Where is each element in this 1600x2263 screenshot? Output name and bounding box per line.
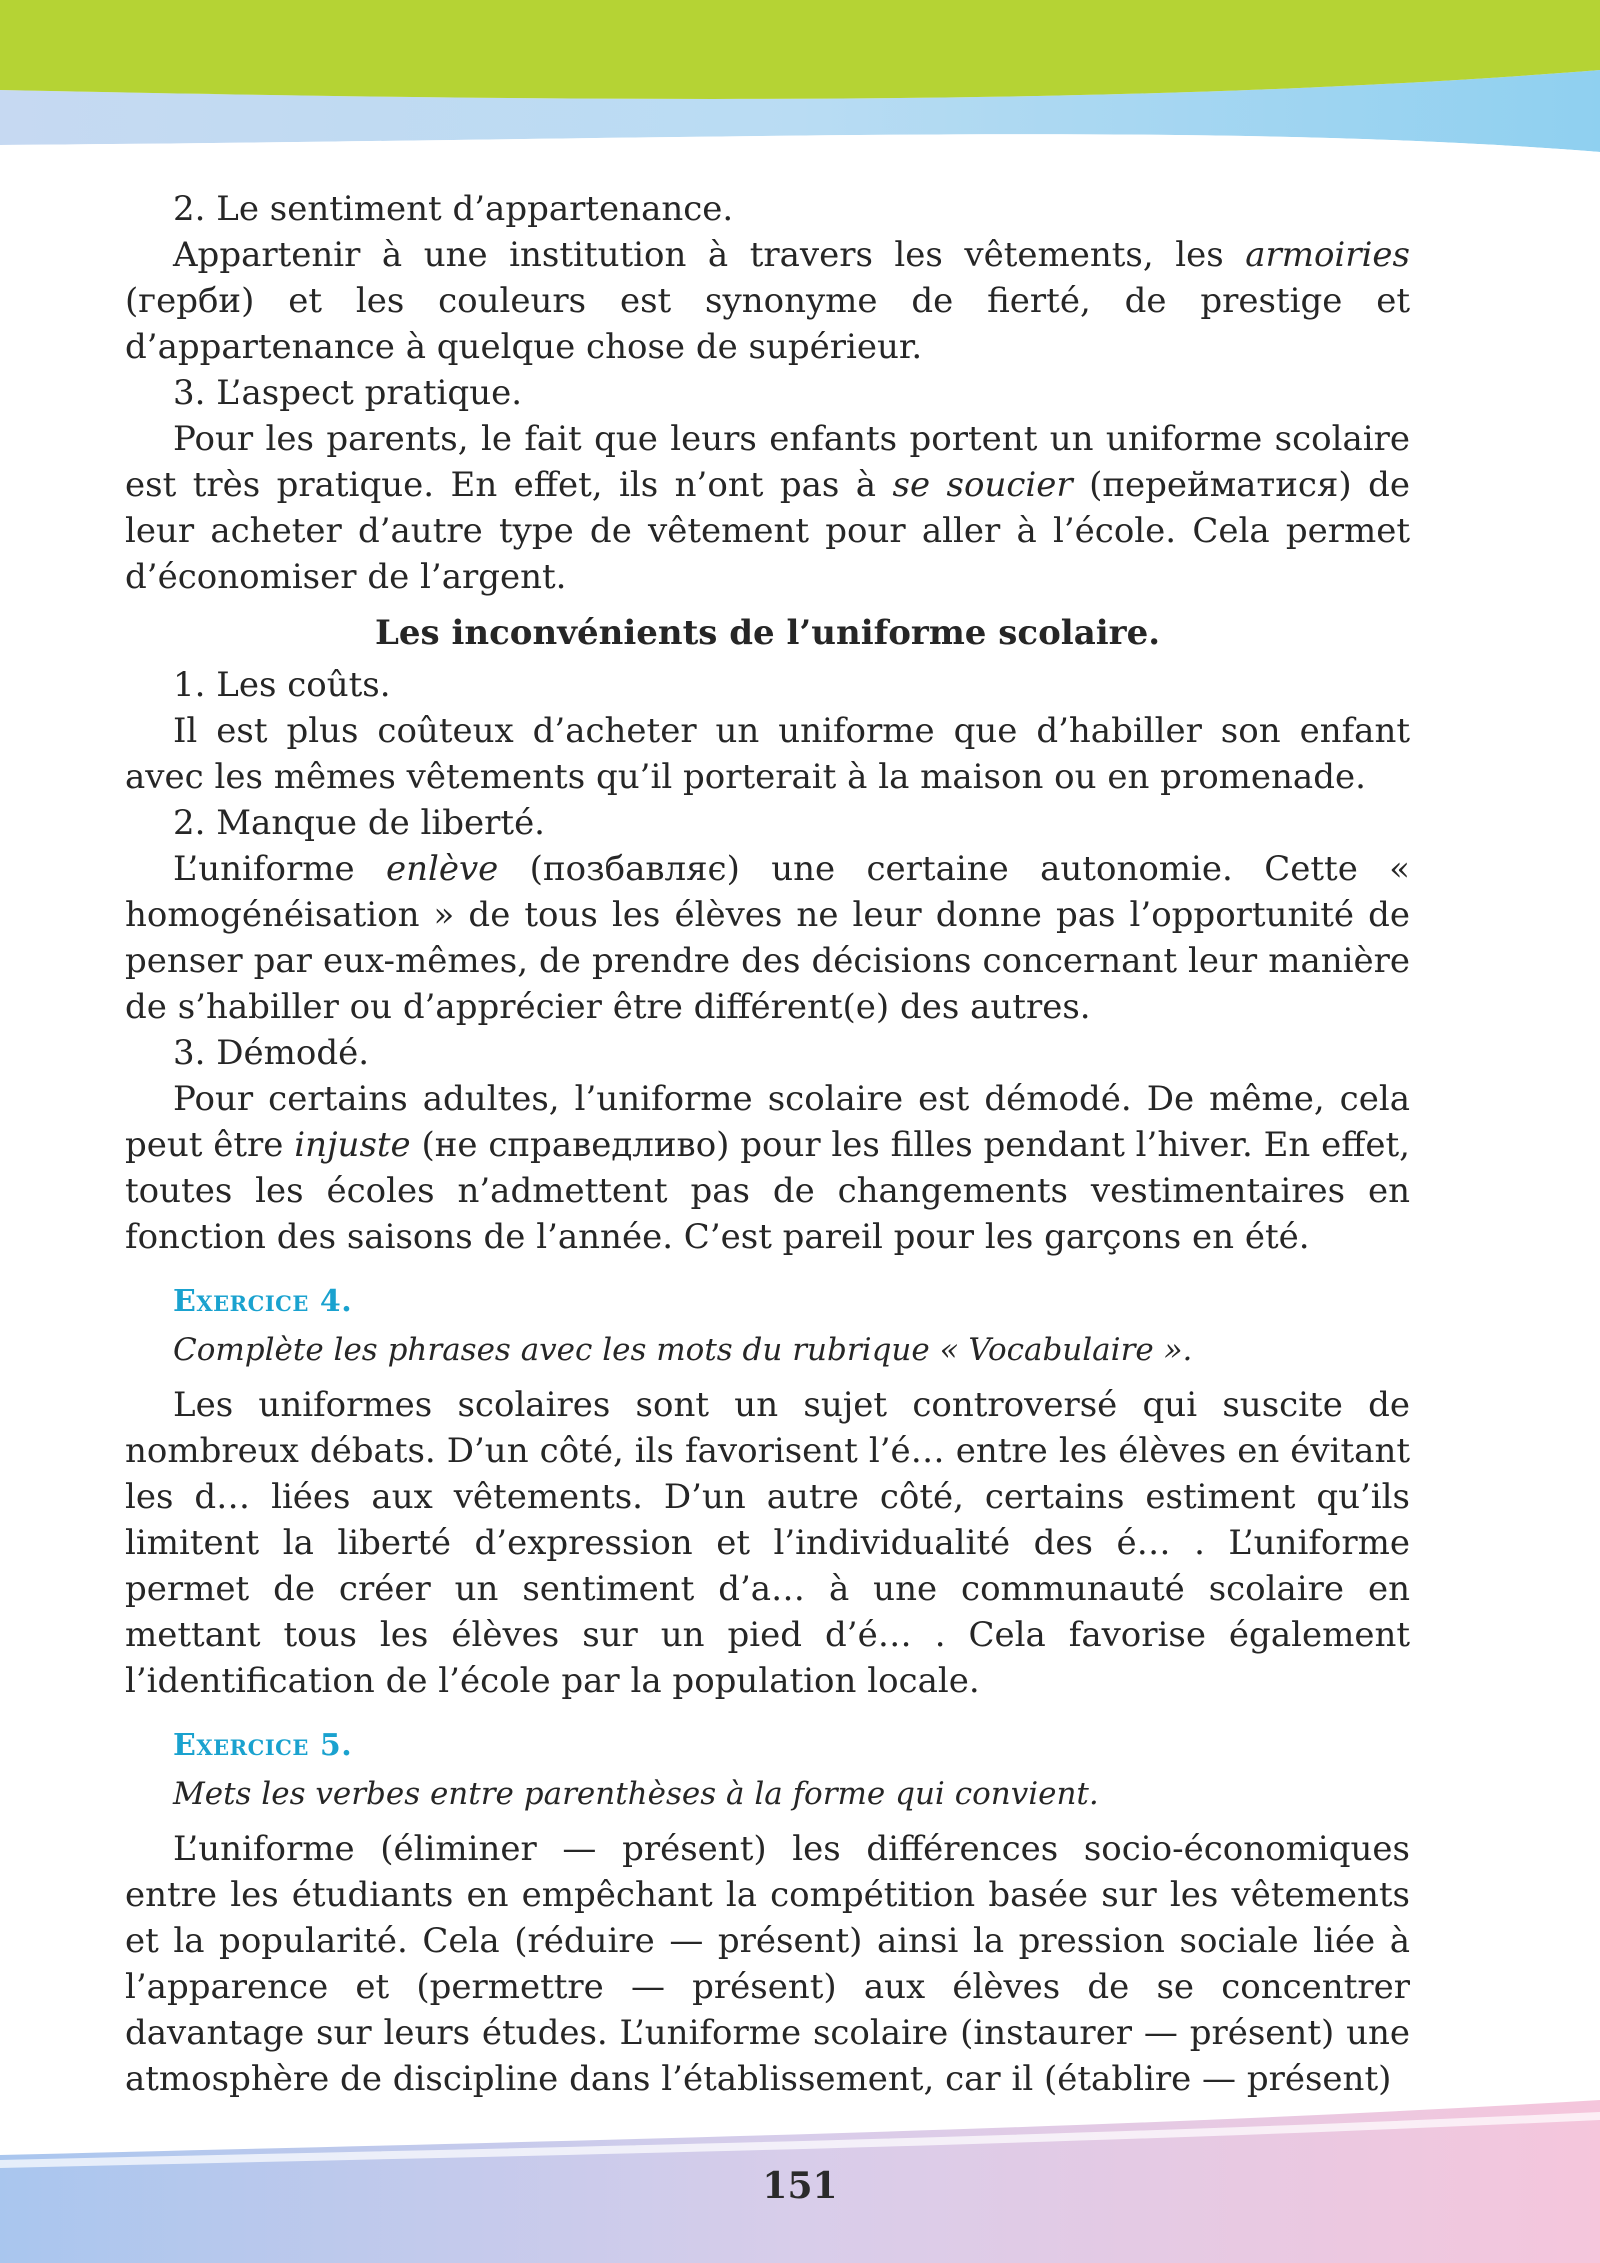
page-number: 151 (762, 2165, 838, 2207)
paragraph: Pour certains adultes, l’uniforme scolaire est démodé. De même, cela peut être injuste (не справедливо) pour les filles pendant l’hiver. En effet, toutes les écoles n’admettent pas de changements vestimentaires en fonction des saisons de l’année. C’est pareil pour les garçons en été. (125, 1079, 1410, 1257)
page-content (125, 186, 1410, 2102)
exercise-instruction: Mets les verbes entre parenthèses à la forme qui convient. (173, 1776, 1099, 1812)
exercise-title: Exercice 5. (173, 1728, 353, 1763)
exercise-title: Exercice 4. (173, 1284, 353, 1319)
paragraph: Il est plus coûteux d’acheter un uniforme que d’habiller son enfant avec les mêmes vêtements qu’il porterait à la maison ou en promenade. (125, 711, 1410, 797)
exercise-text: L’uniforme (éliminer — présent) les différences socio-économiques entre les étudiants en empêchant la compétition basée sur les vêtements et la popularité. Cela (réduire — présent) ainsi la pression sociale liée à l’apparence et (permettre — présent) aux élèves de se concentrer davantage sur leurs études. L’uniforme scolaire (instaurer — présent) une atmosphère de discipline dans l’établissement, car il (établire — présent) (125, 1829, 1410, 2099)
paragraph: L’uniforme enlève (позбавляє) une certaine autonomie. Cette « homogénéisation » de tous les élèves ne leur donne pas l’opportunité de penser par eux-mêmes, de prendre des décisions concernant leur manière de s’habiller ou d’apprécier être différent(e) des autres. (125, 849, 1410, 1027)
section-item-title: 1. Les coûts. (173, 665, 391, 705)
section-heading: Les inconvénients de l’uniforme scolaire. (374, 613, 1161, 653)
exercise-text: Les uniformes scolaires sont un sujet controversé qui suscite de nombreux débats. D’un côté, ils favorisent l’é… entre les élèves en évitant les d… liées aux vêtements. D’un autre côté, certains estiment qu’ils limitent la liberté d’expression et l’individualité des é… . L’uniforme permet de créer un sentiment d’a… à une communauté scolaire en mettant tous les élèves sur un pied d’é… . Cela favorise également l’identification de l’école par la population locale. (125, 1385, 1410, 1701)
exercise-instruction: Complète les phrases avec les mots du rubrique « Vocabulaire ». (173, 1332, 1193, 1368)
section-item-title: 3. L’aspect pratique. (173, 373, 523, 413)
paragraph: Pour les parents, le fait que leurs enfants portent un uniforme scolaire est très pratique. En effet, ils n’ont pas à se soucier (перейматися) de leur acheter d’autre type de vêtement pour aller à l’école. Cela permet d’économiser de l’argent. (125, 419, 1410, 597)
section-item-title: 2. Manque de liberté. (173, 803, 545, 843)
section-item-title: 2. Le sentiment d’appartenance. (173, 189, 734, 229)
top-decorative-band (0, 0, 1600, 160)
section-item-title: 3. Démodé. (173, 1033, 370, 1073)
paragraph: Appartenir à une institution à travers les vêtements, les armoiries (герби) et les couleurs est synonyme de fierté, de prestige et d’appartenance à quelque chose de supérieur. (125, 235, 1410, 367)
